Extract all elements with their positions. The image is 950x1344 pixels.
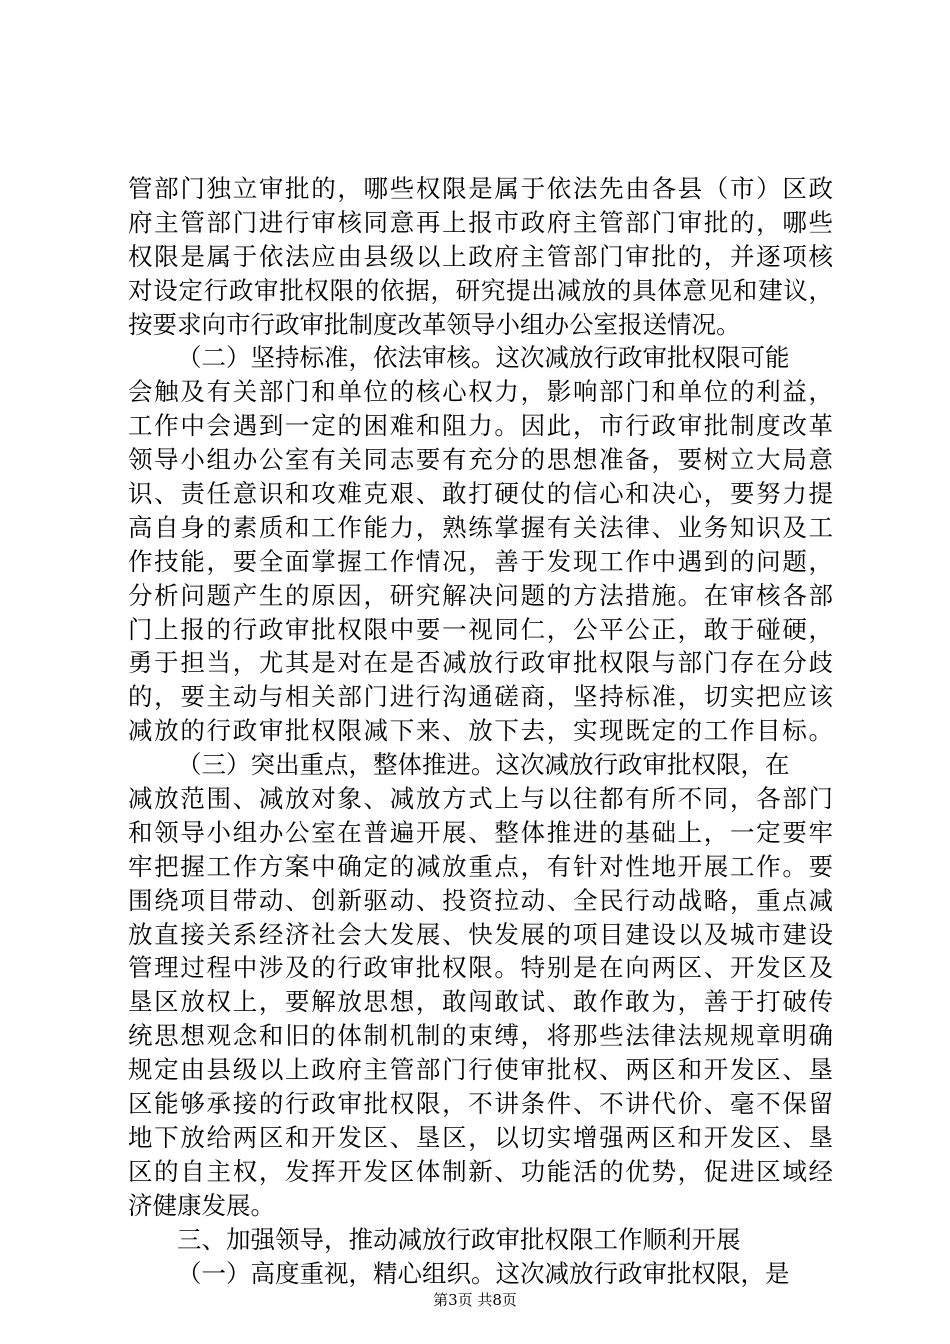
text-line: 围绕项目带动、创新驱动、投资拉动、全民行动战略，重点减 (128, 885, 833, 915)
text-line: 勇于担当，尤其是对在是否减放行政审批权限与部门存在分歧 (128, 648, 833, 678)
text-line: 高自身的素质和工作能力，熟练掌握有关法律、业务知识及工 (128, 512, 833, 542)
text-line: 管部门独立审批的，哪些权限是属于依法先由各县（市）区政 (128, 174, 833, 203)
text-line: （二）坚持标准，依法审核。这次减放行政审批权限可能 (177, 343, 790, 373)
text-line: 权限是属于依法应由县级以上政府主管部门审批的，并逐项核 (128, 241, 833, 271)
text-line: 按要求向市行政审批制度改革领导小组办公室报送情况。 (128, 309, 741, 339)
page-footer: 第3页 共8页 (433, 1291, 517, 1309)
text-line: 门上报的行政审批权限中要一视同仁，公平公正，敢于碰硬， (128, 614, 833, 644)
text-line: 管理过程中涉及的行政审批权限。特别是在向两区、开发区及 (128, 953, 833, 983)
text-line: 三、加强领导，推动减放行政审批权限工作顺利开展 (177, 1224, 741, 1254)
text-line: 垦区放权上，要解放思想，敢闯敢试、敢作敢为，善于打破传 (128, 987, 833, 1017)
text-line: 府主管部门进行审核同意再上报市政府主管部门审批的，哪些 (128, 207, 833, 237)
text-line: 牢把握工作方案中确定的减放重点，有针对性地开展工作。要 (128, 851, 833, 881)
text-line: 领导小组办公室有关同志要有充分的思想准备，要树立大局意 (128, 445, 833, 475)
text-line: （一）高度重视，精心组织。这次减放行政审批权限，是 (177, 1258, 790, 1288)
document-body (128, 172, 833, 1290)
text-line: （三）突出重点，整体推进。这次减放行政审批权限，在 (177, 750, 790, 780)
text-line: 规定由县级以上政府主管部门行使审批权、两区和开发区、垦 (128, 1055, 833, 1085)
text-line: 减放范围、减放对象、减放方式上与以往都有所不同，各部门 (128, 784, 833, 814)
text-line: 区能够承接的行政审批权限，不讲条件、不讲代价、毫不保留 (128, 1089, 833, 1119)
text-line: 会触及有关部门和单位的核心权力，影响部门和单位的利益， (128, 377, 833, 407)
text-line: 济健康发展。 (128, 1190, 275, 1220)
text-line: 和领导小组办公室在普遍开展、整体推进的基础上，一定要牢 (128, 817, 833, 847)
text-line: 工作中会遇到一定的困难和阻力。因此，市行政审批制度改革 (128, 411, 833, 441)
text-line: 地下放给两区和开发区、垦区，以切实增强两区和开发区、垦 (128, 1122, 833, 1152)
text-line: 区的自主权，发挥开发区体制新、功能活的优势，促进区域经 (128, 1156, 833, 1186)
text-line: 的，要主动与相关部门进行沟通磋商，坚持标准，切实把应该 (128, 682, 833, 712)
text-line: 统思想观念和旧的体制机制的束缚，将那些法律法规规章明确 (128, 1021, 833, 1051)
text-line: 放直接关系经济社会大发展、快发展的项目建设以及城市建设 (128, 919, 833, 949)
text-line: 识、责任意识和攻难克艰、敢打硬仗的信心和决心，要努力提 (128, 479, 833, 509)
text-line: 减放的行政审批权限减下来、放下去，实现既定的工作目标。 (128, 716, 833, 746)
text-line: 作技能，要全面掌握工作情况，善于发现工作中遇到的问题， (128, 546, 833, 576)
text-line: 对设定行政审批权限的依据，研究提出减放的具体意见和建议， (128, 275, 833, 305)
text-line: 分析问题产生的原因，研究解决问题的方法措施。在审核各部 (128, 580, 833, 610)
